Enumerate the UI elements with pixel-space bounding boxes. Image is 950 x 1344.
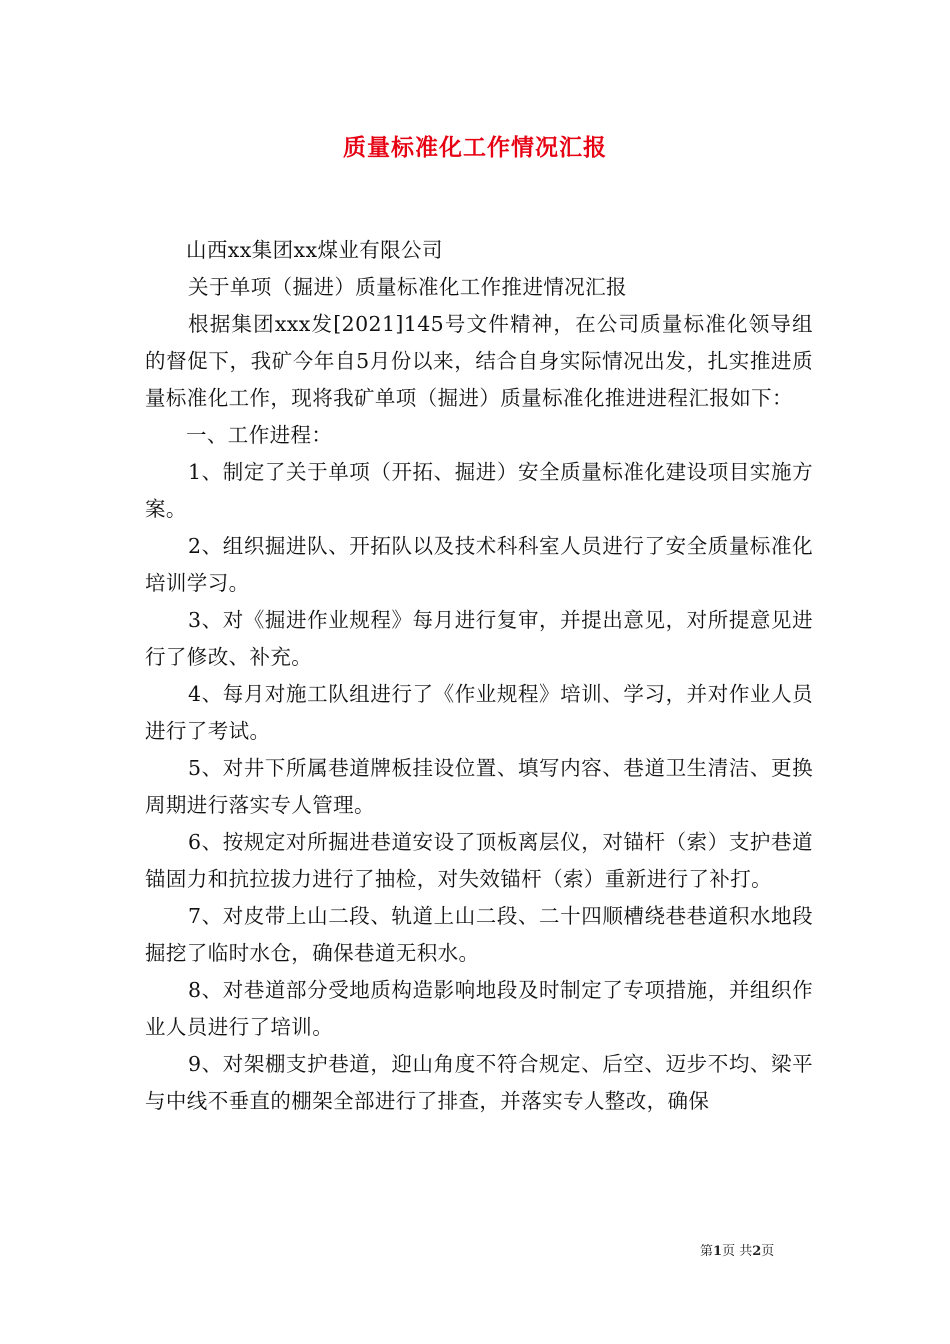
footer-suffix: 页	[761, 1244, 775, 1259]
paragraph-item-3: 3、对《掘进作业规程》每月进行复审，并提出意见，对所提意见进行了修改、补充。	[145, 608, 813, 669]
paragraph-item-9: 9、对架棚支护巷道，迎山角度不符合规定、后空、迈步不均、梁平与中线不垂直的棚架全部进行了排查，并落实专人整改，确保	[145, 1052, 813, 1113]
paragraph-item-5: 5、对井下所属巷道牌板挂设位置、填写内容、巷道卫生清洁、更换周期进行落实专人管理。	[145, 756, 813, 817]
paragraph-item-2: 2、组织掘进队、开拓队以及技术科科室人员进行了安全质量标准化培训学习。	[145, 534, 813, 595]
document-title: 质量标准化工作情况汇报	[343, 134, 607, 161]
footer-current-page: 1	[713, 1244, 723, 1259]
paragraph-subject: 关于单项（掘进）质量标准化工作推进情况汇报	[188, 275, 627, 299]
paragraph-item-7: 7、对皮带上山二段、轨道上山二段、二十四顺槽绕巷巷道积水地段掘挖了临时水仓，确保巷道无积水。	[145, 904, 813, 965]
page-number-footer	[700, 1243, 840, 1261]
paragraph-item-6: 6、按规定对所掘进巷道安设了顶板离层仪，对锚杆（索）支护巷道锚固力和抗拉拔力进行了抽检，对失效锚杆（索）重新进行了补打。	[145, 830, 813, 891]
paragraph-company: 山西xx集团xx煤业有限公司	[186, 238, 443, 262]
paragraph-section-heading: 一、工作进程：	[186, 423, 333, 447]
paragraph-item-1: 1、制定了关于单项（开拓、掘进）安全质量标准化建设项目实施方案。	[145, 460, 813, 521]
footer-middle: 页 共	[722, 1244, 753, 1259]
paragraph-item-8: 8、对巷道部分受地质构造影响地段及时制定了专项措施，并组织作业人员进行了培训。	[145, 978, 813, 1039]
paragraph-item-4: 4、每月对施工队组进行了《作业规程》培训、学习，并对作业人员进行了考试。	[145, 682, 813, 743]
document-body	[145, 232, 813, 1120]
footer-prefix: 第	[700, 1244, 714, 1259]
paragraph-intro: 根据集团xxx发[2021]145号文件精神，在公司质量标准化领导组的督促下，我矿今年自5月份以来，结合自身实际情况出发，扎实推进质量标准化工作，现将我矿单项（掘进）质量标准化推进进程汇报如下：	[145, 312, 813, 410]
footer-total-pages: 2	[752, 1244, 762, 1259]
